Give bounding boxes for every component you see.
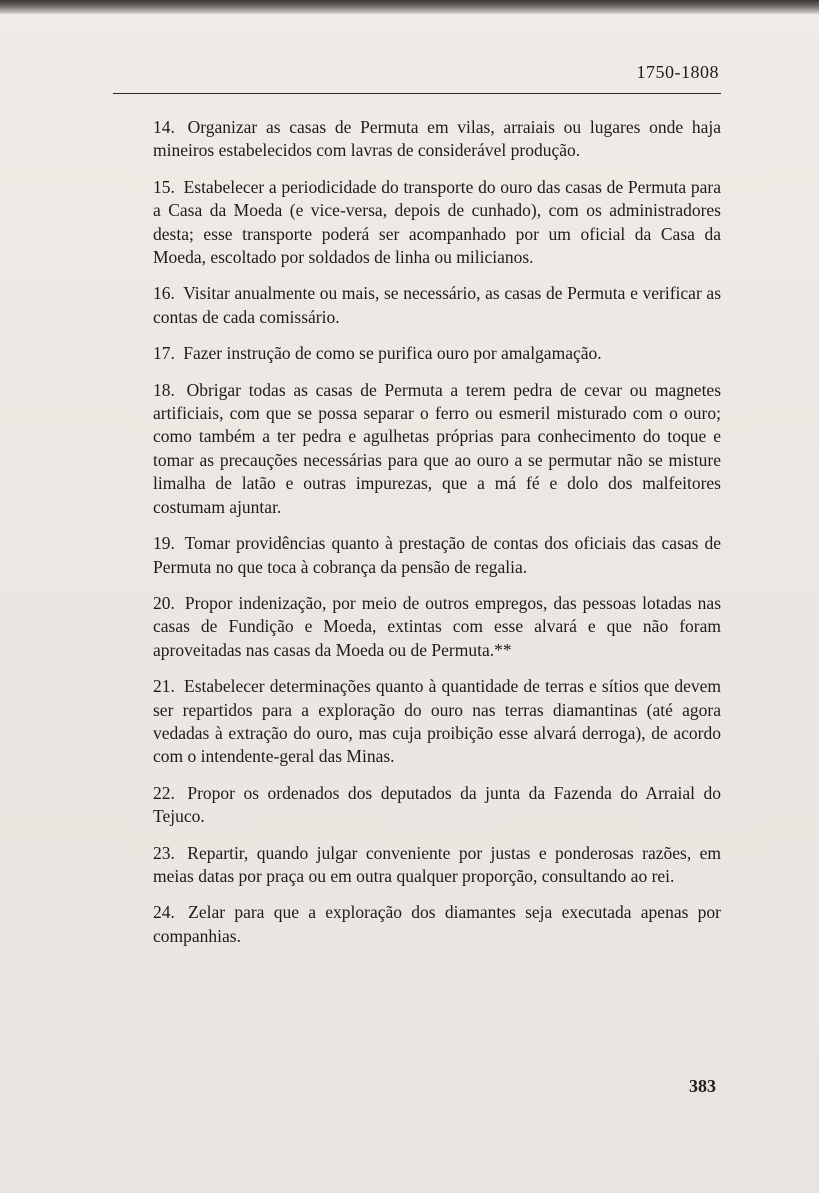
item-number: 23. (153, 842, 175, 863)
list-item (153, 901, 721, 948)
item-text: Zelar para que a exploração dos diamantes seja executada apenas por companhias. (153, 902, 722, 946)
list-item (153, 842, 721, 889)
list-item (153, 379, 721, 519)
list-item (153, 176, 721, 270)
item-text: Propor indenização, por meio de outros empregos, das pessoas lotadas nas casas de Fundição e Moeda, extintas com esse alvará e que não foram aproveitadas nas casas da Moeda ou de Permuta.** (153, 592, 722, 660)
body-text (153, 116, 721, 961)
item-number: 18. (153, 379, 175, 400)
item-text: Repartir, quando julgar conveniente por justas e ponderosas razões, em meias datas por praça ou em outra qualquer proporção, consultando ao rei. (153, 842, 722, 886)
item-text: Estabelecer determinações quanto à quantidade de terras e sítios que devem ser repartidos para a exploração do ouro nas terras diamantinas (até agora vedadas à extração do ouro, mas cuja proibição esse alvará derroga), de acordo com o intendente-geral das Minas. (153, 676, 722, 767)
list-item (153, 592, 721, 662)
list-item (153, 532, 721, 579)
item-number: 21. (153, 676, 175, 697)
item-number: 20. (153, 592, 175, 613)
list-item (153, 782, 721, 829)
item-number: 15. (153, 176, 175, 197)
item-text: Estabelecer a periodicidade do transporte do ouro das casas de Permuta para a Casa da Moeda (e vice-versa, depois de cunhado), com os administradores desta; esse transporte poderá ser acompanhado por um oficial da Casa da Moeda, escoltado por soldados de linha ou milicianos. (153, 176, 722, 268)
header-rule (113, 93, 721, 94)
page-top-edge (0, 0, 819, 14)
item-number: 17. (153, 343, 175, 364)
item-text: Organizar as casas de Permuta em vilas, arraiais ou lugares onde haja mineiros estabelecidos com lavras de considerável produção. (153, 117, 722, 161)
item-number: 19. (153, 533, 175, 554)
list-item (153, 342, 721, 365)
item-text: Visitar anualmente ou mais, se necessário, as casas de Permuta e verificar as contas de cada comissário. (153, 283, 721, 327)
item-number: 16. (153, 283, 175, 304)
item-number: 22. (153, 782, 175, 803)
list-item (153, 675, 721, 769)
item-text: Propor os ordenados dos deputados da junta da Fazenda do Arraial do Tejuco. (153, 782, 721, 827)
list-item (153, 116, 721, 163)
list-item (153, 282, 721, 329)
item-text: Fazer instrução de como se purifica ouro por amalgamação. (183, 343, 602, 364)
item-text: Obrigar todas as casas de Permuta a terem pedra de cevar ou magnetes artificiais, com que se possa separar o ferro ou esmeril misturado com o ouro; como também a ter pedra e agulhetas próprias para conhecimento do toque e tomar as precauções necessárias para que ao ouro a se permutar não se misture limalha de latão e outras impurezas, que a má fé e dolo dos malfeitores costumam ajuntar. (153, 379, 722, 517)
running-head: 1750-1808 (636, 62, 719, 82)
item-text: Tomar providências quanto à prestação de contas dos oficiais das casas de Permuta no que toca à cobrança da pensão de regalia. (153, 533, 721, 577)
item-number: 14. (153, 117, 175, 137)
item-number: 24. (153, 902, 175, 923)
page-number: 383 (689, 1076, 716, 1096)
